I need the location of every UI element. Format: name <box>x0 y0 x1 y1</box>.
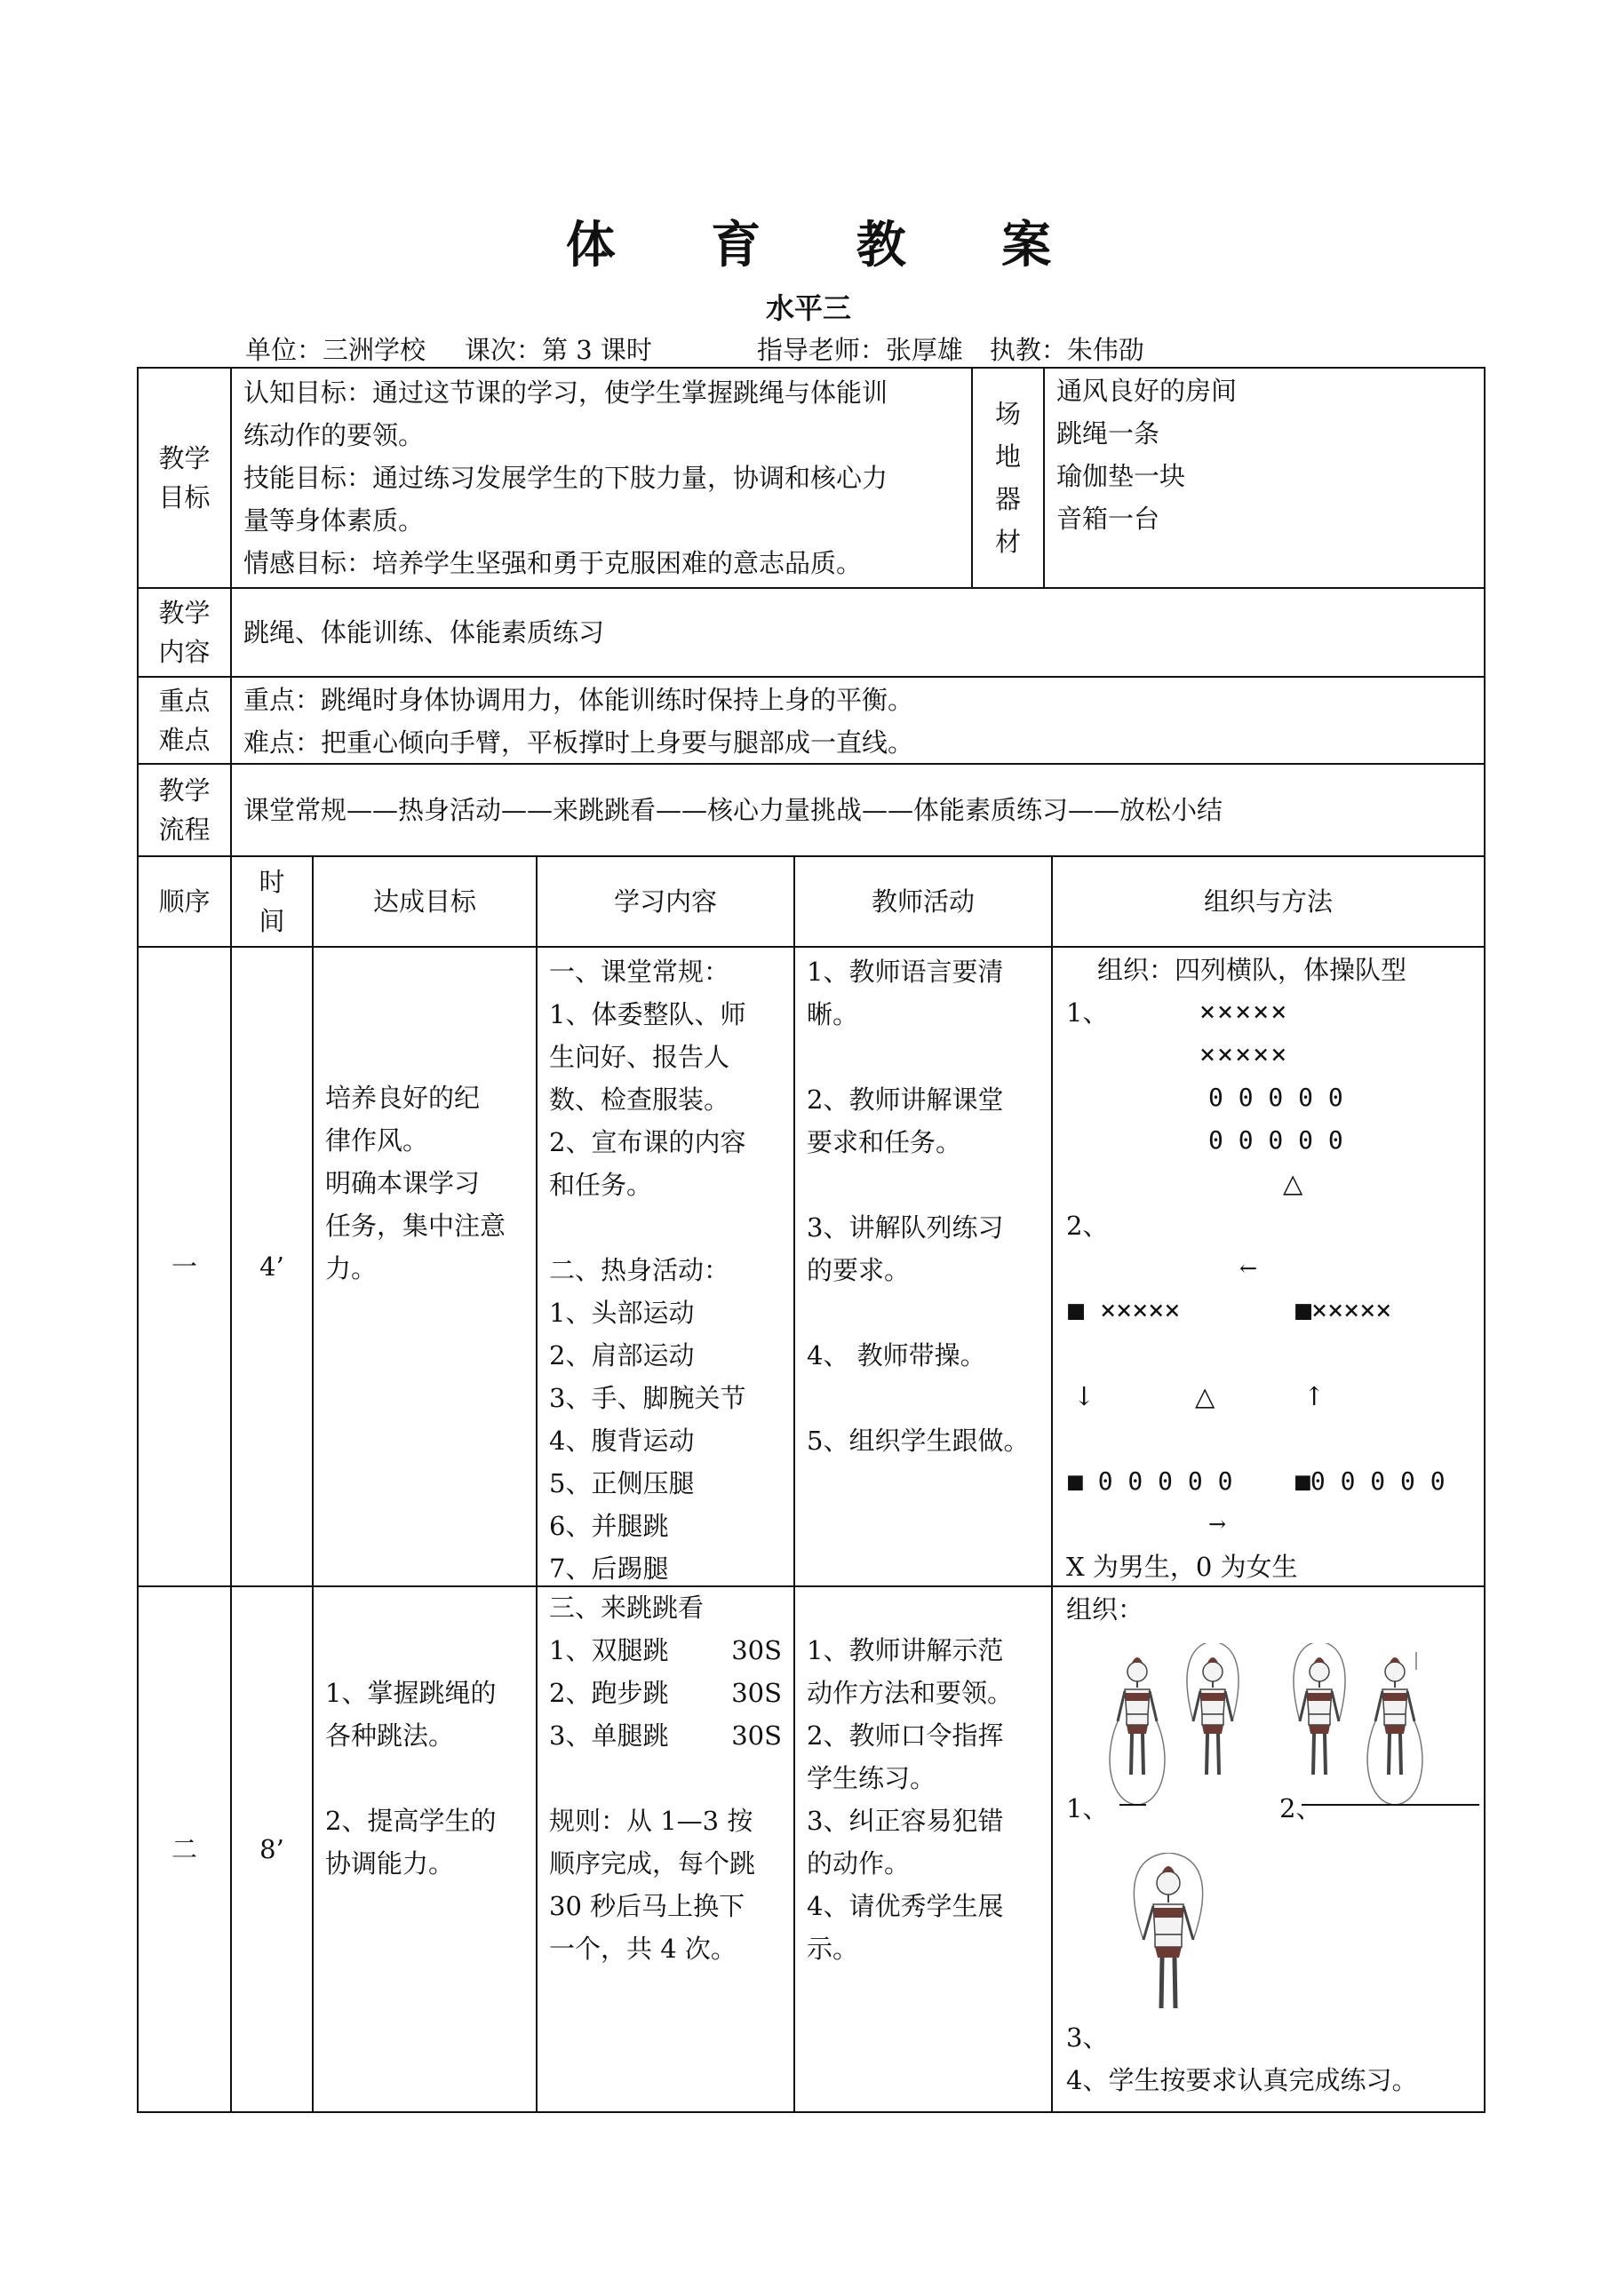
col-header-teacher: 教师活动 <box>871 886 975 917</box>
arrow-left-icon: ← <box>1239 1256 1258 1281</box>
org-heading: 组织：四列横队，体操队型 <box>1097 955 1407 985</box>
advisor-label: 指导老师：张厚雄 <box>756 335 963 365</box>
keypoints-text <box>231 677 1485 764</box>
org-step-2: 2、 <box>1066 1211 1109 1241</box>
formation-row-girls: 0 0 0 0 0 <box>1208 1125 1343 1155</box>
row2-content <box>537 1586 794 2112</box>
teacher-line <box>807 1036 1040 1078</box>
venue-list <box>1044 368 1485 588</box>
objective-line: 认知目标：通过这节课的学习，使学生掌握跳绳与体能训 <box>243 377 888 408</box>
keypoint-line: 难点：把重心倾向手臂，平板撑时上身要与腿部成一直线。 <box>243 727 914 758</box>
formation-row-boys: ××××× <box>1199 997 1289 1028</box>
objective-line: 技能目标：通过练习发展学生的下肢力量，协调和核心力 <box>243 463 888 493</box>
venue-item: 通风良好的房间 <box>1056 376 1238 406</box>
teacher-line: 学生练习。 <box>807 1763 936 1793</box>
content-line: 1、双腿跳 30S <box>549 1635 782 1665</box>
teacher-line <box>807 1291 1040 1334</box>
content-line: 一个，共 4 次。 <box>549 1934 737 1964</box>
jumper-figure <box>1367 1652 1422 1805</box>
goal-line: 明确本课学习 <box>325 1168 481 1198</box>
org-step-1: 1、 <box>1066 1793 1109 1823</box>
goal-line: 任务，集中注意 <box>325 1211 506 1241</box>
goal-line: 力。 <box>325 1253 378 1283</box>
objective-line: 情感目标：培养学生坚强和勇于克服困难的意志品质。 <box>243 548 863 578</box>
venue-item: 跳绳一条 <box>1056 418 1160 449</box>
content-line: 4、腹背运动 <box>549 1426 695 1456</box>
teacher-line: 2、教师口令指挥 <box>807 1720 1004 1751</box>
row1-time: 4’ <box>259 1251 284 1282</box>
row2-teacher <box>794 1586 1052 2112</box>
content-label: 教学内容 <box>158 598 211 667</box>
objective-line: 量等身体素质。 <box>243 505 425 536</box>
row1-goal <box>313 947 537 1586</box>
venue-label: 场地器材 <box>994 399 1021 557</box>
objectives-label: 教学目标 <box>158 443 211 512</box>
teacher-line: 晰。 <box>807 999 859 1029</box>
jumper-figure <box>1134 1853 1202 2008</box>
content-line <box>549 1206 782 1249</box>
keypoint-line: 重点：跳绳时身体协调用力，体能训练时保持上身的平衡。 <box>243 685 914 715</box>
org-step-4: 4、学生按要求认真完成练习。 <box>1066 2065 1418 2095</box>
teacher-line: 的要求。 <box>807 1255 911 1285</box>
arrow-right-icon: → <box>1208 1512 1227 1537</box>
formation-square-boys: ■ ××××× <box>1068 1295 1181 1326</box>
flow-label: 教学流程 <box>158 775 211 845</box>
keypoints-label: 重点难点 <box>158 686 211 755</box>
col-header-time: 时间 <box>259 867 285 936</box>
teacher-line <box>807 1164 1040 1206</box>
content-line: 规则：从 1—3 按 <box>549 1806 753 1836</box>
goal-line <box>325 1757 524 1799</box>
content-line: 30 秒后马上换下 <box>549 1891 745 1921</box>
objectives-text <box>231 368 972 588</box>
teacher-label: 执教：朱伟劭 <box>989 335 1144 365</box>
unit-label: 单位：三洲学校 <box>245 335 426 365</box>
jump-rope-figure-3 <box>1111 1853 1226 2048</box>
flow-text: 课堂常规——热身活动——来跳跳看——核心力量挑战——体能素质练习——放松小结 <box>243 795 1223 825</box>
content-line: 二、热身活动： <box>549 1255 730 1285</box>
formation-row-boys: ××××× <box>1199 1039 1289 1070</box>
org-step-3: 3、 <box>1066 2022 1109 2053</box>
content-line: 1、体委整队、师 <box>549 999 746 1029</box>
venue-item: 音箱一台 <box>1056 504 1160 534</box>
row2-goal <box>313 1586 537 2112</box>
teacher-line <box>807 1586 1040 1629</box>
content-line: 生问好、报告人 <box>549 1042 730 1072</box>
teacher-line: 2、教师讲解课堂 <box>807 1084 1004 1115</box>
org-step-1: 1、 <box>1066 997 1109 1028</box>
content-line: 5、正侧压腿 <box>549 1468 695 1498</box>
jumper-figure <box>1294 1643 1345 1775</box>
content-line: 2、宣布课的内容 <box>549 1127 746 1157</box>
content-line: 1、头部运动 <box>549 1298 695 1328</box>
teacher-line: 5、组织学生跟做。 <box>807 1426 1030 1456</box>
col-header-goal: 达成目标 <box>372 886 476 917</box>
teacher-line: 4、 教师带操。 <box>807 1340 986 1370</box>
content-line: 和任务。 <box>549 1170 653 1200</box>
content-line: 顺序完成，每个跳 <box>549 1848 756 1879</box>
page-title: 体 育 教 案 <box>565 217 1091 274</box>
page-subtitle: 水平三 <box>765 291 851 325</box>
row1-order: 一 <box>171 1251 197 1282</box>
jump-rope-figures-1-2 <box>1102 1643 1484 1830</box>
teacher-line: 4、请优秀学生展 <box>807 1891 1004 1921</box>
goal-line: 2、提高学生的 <box>325 1806 497 1836</box>
lesson-number: 课次：第 3 课时 <box>465 335 652 365</box>
teacher-line: 1、教师语言要清 <box>807 957 1004 987</box>
teacher-line: 1、教师讲解示范 <box>807 1635 1004 1665</box>
col-header-org: 组织与方法 <box>1203 886 1333 917</box>
teacher-line: 3、纠正容易犯错 <box>807 1806 1004 1836</box>
content-text: 跳绳、体能训练、体能素质练习 <box>243 617 605 647</box>
row2-order: 二 <box>171 1834 197 1864</box>
content-line: 数、检查服装。 <box>549 1084 730 1115</box>
col-header-order: 顺序 <box>158 886 211 917</box>
goal-line: 协调能力。 <box>325 1848 455 1879</box>
goal-line: 律作风。 <box>325 1125 429 1156</box>
content-line: 6、并腿跳 <box>549 1511 669 1541</box>
formation-square-boys: ■××××× <box>1295 1295 1392 1326</box>
row1-content <box>537 947 794 1586</box>
content-line: 3、手、脚腕关节 <box>549 1383 746 1413</box>
teacher-triangle-icon: △ <box>1195 1381 1215 1411</box>
org-step-2: 2、 <box>1279 1793 1322 1823</box>
content-line: 2、跑步跳 30S <box>549 1678 782 1708</box>
teacher-line: 3、讲解队列练习 <box>807 1212 1004 1243</box>
content-line: 三、来跳跳看 <box>549 1593 705 1623</box>
teacher-line: 示。 <box>807 1934 859 1964</box>
col-header-content: 学习内容 <box>613 886 717 917</box>
arrow-up-icon: ↑ <box>1303 1381 1326 1411</box>
row2-time: 8’ <box>259 1834 284 1864</box>
teacher-line: 的动作。 <box>807 1848 911 1879</box>
goal-line: 1、掌握跳绳的 <box>325 1678 497 1708</box>
teacher-line: 要求和任务。 <box>807 1127 962 1157</box>
gender-legend: X 为男生，0 为女生 <box>1066 1552 1298 1582</box>
content-line: 2、肩部运动 <box>549 1340 695 1370</box>
arrow-down-icon: ↓ <box>1073 1381 1095 1411</box>
content-line <box>549 1757 782 1799</box>
objective-line: 练动作的要领。 <box>243 420 425 450</box>
formation-square-girls: ■0 0 0 0 0 <box>1295 1466 1446 1496</box>
teacher-line <box>807 1377 1040 1419</box>
jumper-figure <box>1110 1657 1165 1805</box>
venue-item: 瑜伽垫一块 <box>1056 461 1186 491</box>
org-heading: 组织： <box>1066 1594 1144 1625</box>
goal-line: 各种跳法。 <box>325 1720 455 1751</box>
content-line: 3、单腿跳 30S <box>549 1720 782 1751</box>
formation-square-girls: ■ 0 0 0 0 0 <box>1068 1466 1233 1496</box>
teacher-triangle-icon: △ <box>1283 1168 1303 1198</box>
row1-teacher <box>794 947 1052 1586</box>
content-line: 一、课堂常规： <box>549 957 730 987</box>
teacher-line: 动作方法和要领。 <box>807 1678 1014 1708</box>
content-line: 7、后踢腿 <box>549 1553 669 1584</box>
goal-line: 培养良好的纪 <box>325 1083 481 1113</box>
jumper-figure <box>1187 1643 1239 1775</box>
formation-row-girls: 0 0 0 0 0 <box>1208 1083 1343 1112</box>
